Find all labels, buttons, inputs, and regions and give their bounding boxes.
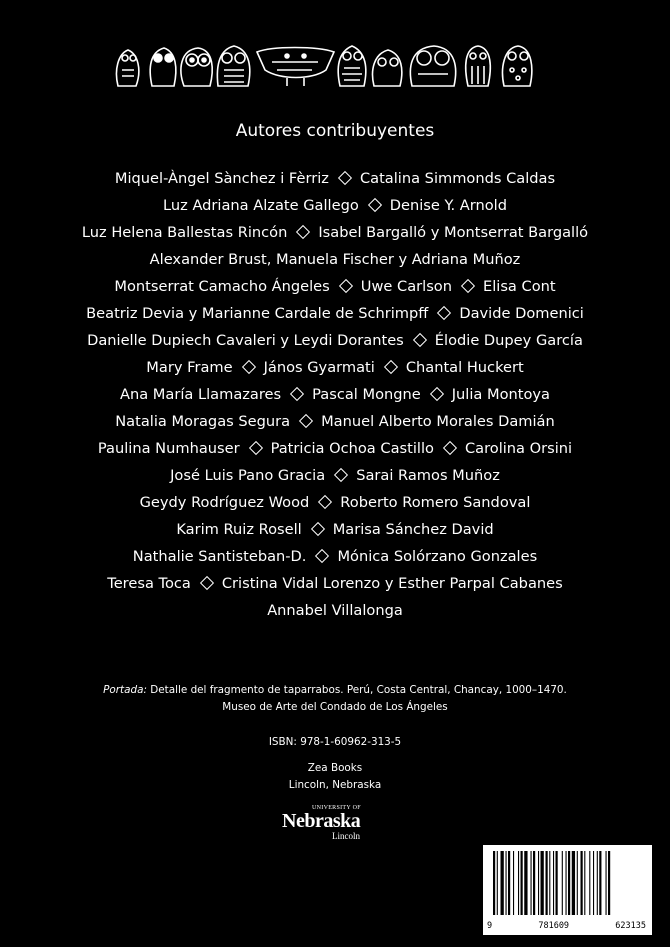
authors-list: [0, 165, 670, 624]
barcode-digit-prefix: 9: [487, 921, 493, 931]
barcode-bar: [493, 851, 495, 915]
author-name: Karim Ruiz Rosell: [176, 521, 302, 538]
contributors-heading: Autores contribuyentes: [235, 121, 435, 141]
barcode-bar: [584, 851, 585, 915]
logo-city: Lincoln: [332, 831, 360, 841]
author-name: José Luis Pano Gracia: [170, 467, 326, 484]
author-name: Manuel Alberto Morales Damián: [321, 413, 555, 430]
barcode-bar: [497, 851, 498, 915]
barcode-bar: [541, 851, 544, 915]
diamond-separator-icon: [443, 441, 457, 455]
barcode-bar: [608, 851, 610, 915]
author-name: Luz Adriana Alzate Gallego: [163, 197, 359, 214]
diamond-separator-icon: [290, 387, 304, 401]
logo-university: UNIVERSITY OF: [312, 805, 361, 811]
barcode-bar: [606, 851, 607, 915]
author-name: Roberto Romero Sandoval: [340, 494, 531, 511]
diamond-separator-icon: [242, 360, 256, 374]
barcode-bar: [538, 851, 539, 915]
cover-caption-text: Detalle del fragmento de taparrabos. Perú, Costa Central, Chancay, 1000–1470.: [150, 684, 567, 696]
author-line: [0, 570, 670, 597]
barcode-bar: [553, 851, 554, 915]
barcode-digit-group-1: 781609: [538, 921, 570, 931]
author-name: Uwe Carlson: [360, 278, 452, 295]
barcode-bar: [506, 851, 507, 915]
owl-icon: [150, 48, 176, 86]
barcode-bar: [501, 851, 504, 915]
author-name: Luz Helena Ballestas Rincón: [81, 224, 288, 241]
owl-icon: [217, 46, 249, 86]
author-name: Teresa Toca: [107, 575, 191, 592]
diamond-separator-icon: [430, 387, 444, 401]
diamond-separator-icon: [315, 549, 329, 563]
diamond-separator-icon: [334, 468, 348, 482]
author-name: Cristina Vidal Lorenzo y Esther Parpal Cabanes: [221, 575, 563, 592]
author-name: Isabel Bargalló y Montserrat Bargalló: [318, 224, 589, 241]
barcode-bar: [524, 851, 527, 915]
author-name: Élodie Dupey García: [434, 332, 583, 349]
diamond-separator-icon: [200, 576, 214, 590]
author-line: [0, 381, 670, 408]
cover-caption-line1: [0, 682, 670, 699]
author-name: Beatriz Devia y Marianne Cardale de Schrimpff: [86, 305, 429, 322]
author-name: Patricia Ochoa Castillo: [270, 440, 434, 457]
author-name: Sarai Ramos Muñoz: [356, 467, 500, 484]
author-line: [0, 462, 670, 489]
barcode-bar: [568, 851, 570, 915]
diamond-separator-icon: [338, 171, 352, 185]
barcode-bar: [518, 851, 519, 915]
barcode-bar: [589, 851, 590, 915]
author-line: [0, 273, 670, 300]
barcode-bar: [508, 851, 510, 915]
cover-caption-line2: Museo de Arte del Condado de Los Ángeles: [222, 701, 448, 713]
author-name: Marisa Sánchez David: [332, 521, 494, 538]
winged-owl-icon: [257, 48, 334, 87]
author-name: Natalia Moragas Segura: [115, 413, 291, 430]
author-name: János Gyarmati: [263, 359, 375, 376]
owl-icon: [466, 46, 491, 86]
diamond-separator-icon: [368, 198, 382, 212]
author-name: Mónica Solórzano Gonzales: [337, 548, 538, 565]
barcode-bar: [581, 851, 583, 915]
publisher: [0, 760, 670, 794]
diamond-separator-icon: [384, 360, 398, 374]
author-line: [0, 435, 670, 462]
cover-caption: [0, 682, 670, 716]
diamond-separator-icon: [311, 522, 325, 536]
author-name: Mary Frame: [146, 359, 233, 376]
author-name: Geydy Rodríguez Wood: [139, 494, 310, 511]
author-name: Julia Montoya: [451, 386, 550, 403]
barcode-bar: [531, 851, 532, 915]
author-name: Pascal Mongne: [312, 386, 421, 403]
author-line: [0, 597, 670, 624]
author-line: [0, 300, 670, 327]
diamond-separator-icon: [437, 306, 451, 320]
barcode-digits: [483, 921, 652, 931]
isbn: ISBN: 978-1-60962-313-5: [268, 736, 402, 748]
barcode-bar: [597, 851, 598, 915]
diamond-separator-icon: [249, 441, 263, 455]
barcode-digit-group-2: 623135: [615, 921, 646, 931]
diamond-separator-icon: [413, 333, 427, 347]
barcode-bar: [521, 851, 523, 915]
owl-icon: [373, 50, 402, 86]
cover-caption-label: Portada:: [103, 684, 147, 696]
author-name: Miquel-Àngel Sànchez i Fèrriz: [114, 170, 329, 187]
author-name: Elisa Cont: [482, 278, 556, 295]
barcode-bars: [491, 851, 644, 917]
barcode-bar: [549, 851, 550, 915]
owl-icon: [116, 50, 138, 86]
barcode-bar: [599, 851, 601, 915]
owl-icon: [338, 46, 366, 86]
barcode-bar: [593, 851, 594, 915]
diamond-separator-icon: [296, 225, 310, 239]
author-line: [0, 489, 670, 516]
author-name: Alexander Brust, Manuela Fischer y Adriana Muñoz: [149, 251, 521, 268]
university-logo: [282, 805, 372, 847]
author-name: Danielle Dupiech Cavaleri y Leydi Dorantes: [87, 332, 404, 349]
author-line: [0, 516, 670, 543]
author-line: [0, 192, 670, 219]
logo-name: Nebraska: [282, 810, 361, 832]
barcode-bar: [513, 851, 514, 915]
author-line: [0, 246, 670, 273]
author-name: Nathalie Santisteban-D.: [132, 548, 307, 565]
author-name: Annabel Villalonga: [267, 602, 403, 619]
barcode: [483, 845, 652, 935]
publisher-name: Zea Books: [307, 762, 363, 774]
barcode-bar: [533, 851, 535, 915]
author-line: [0, 165, 670, 192]
author-name: Montserrat Camacho Ángeles: [114, 278, 330, 295]
barcode-bar: [566, 851, 567, 915]
author-name: Davide Domenici: [459, 305, 584, 322]
author-name: Paulina Numhauser: [97, 440, 240, 457]
author-name: Denise Y. Arnold: [389, 197, 507, 214]
author-line: [0, 354, 670, 381]
diamond-separator-icon: [318, 495, 332, 509]
author-line: [0, 408, 670, 435]
owl-decoration-row: [112, 40, 537, 88]
barcode-bar: [556, 851, 558, 915]
barcode-bar: [546, 851, 548, 915]
author-name: Ana María Llamazares: [119, 386, 282, 403]
owl-icon: [503, 46, 532, 86]
owl-icon: [410, 46, 455, 86]
barcode-bar: [572, 851, 575, 915]
author-line: [0, 219, 670, 246]
owl-icon: [181, 48, 212, 86]
barcode-bar: [577, 851, 578, 915]
diamond-separator-icon: [299, 414, 313, 428]
author-name: Catalina Simmonds Caldas: [359, 170, 556, 187]
author-line: [0, 327, 670, 354]
diamond-separator-icon: [339, 279, 353, 293]
author-name: Carolina Orsini: [464, 440, 573, 457]
diamond-separator-icon: [461, 279, 475, 293]
barcode-bar: [562, 851, 563, 915]
author-name: Chantal Huckert: [405, 359, 524, 376]
author-line: [0, 543, 670, 570]
publisher-city: Lincoln, Nebraska: [288, 779, 382, 791]
